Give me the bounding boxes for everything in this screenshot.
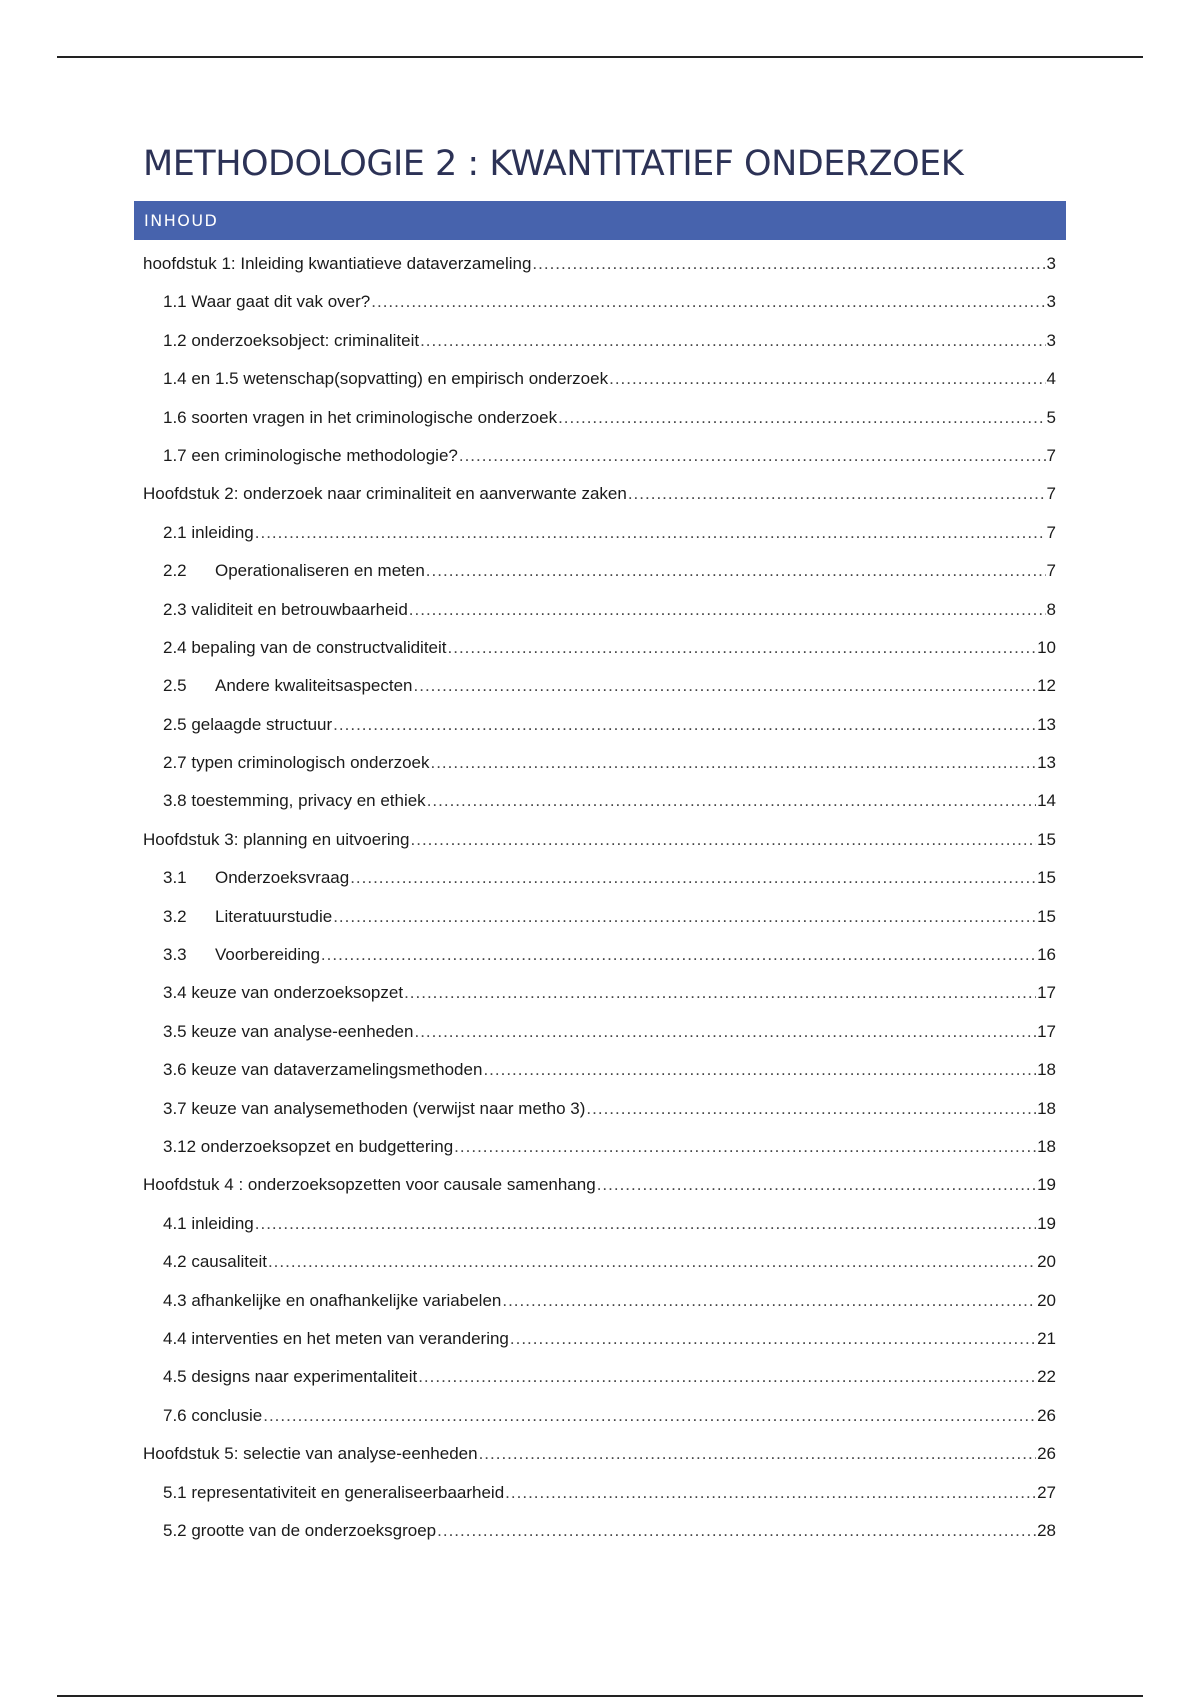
toc-entry-text: hoofdstuk 1: Inleiding kwantiatieve dataverzameling: [143, 254, 532, 273]
toc-section-link[interactable]: [143, 599, 1056, 637]
toc-entry-text: 2.1 inleiding: [163, 522, 254, 542]
toc-entry-text: 3.6 keuze van dataverzamelingsmethoden: [163, 1060, 483, 1080]
toc-dot-leader: [255, 1213, 1036, 1235]
toc-section-link[interactable]: [143, 1520, 1056, 1558]
toc-dot-leader: [532, 253, 1045, 275]
toc-section-link[interactable]: [143, 1366, 1056, 1404]
toc-page-number: 7: [1046, 522, 1056, 542]
toc-entry-number: 3.1: [163, 868, 187, 888]
toc-heading-banner: [134, 201, 1066, 240]
toc-page-number: 20: [1037, 1290, 1056, 1310]
toc-page-number: 3: [1046, 330, 1056, 350]
toc-heading: INHOUD: [144, 211, 219, 230]
toc-dot-leader: [459, 445, 1046, 467]
toc-entry-text: 3.12 onderzoeksopzet en budgettering: [163, 1136, 454, 1156]
toc-entry-text: Hoofdstuk 4 : onderzoeksopzetten voor causale samenhang: [143, 1175, 596, 1195]
toc-section-link[interactable]: [143, 906, 1056, 944]
toc-dot-leader: [404, 982, 1036, 1004]
toc-chapter-link[interactable]: [143, 1443, 1056, 1481]
toc-entry-number: 3.3: [163, 945, 187, 965]
toc-entry-text: 2.4 bepaling van de constructvaliditeit: [163, 637, 447, 657]
toc-page-number: 21: [1037, 1328, 1056, 1348]
toc-dot-leader: [597, 1174, 1036, 1196]
toc-dot-leader: [411, 829, 1037, 851]
toc-chapter-link[interactable]: [143, 829, 1056, 867]
toc-section-link[interactable]: [143, 330, 1056, 368]
toc-dot-leader: [502, 1290, 1036, 1312]
toc-dot-leader: [371, 291, 1045, 313]
toc-dot-leader: [437, 1520, 1036, 1542]
toc-entry-text: 4.1 inleiding: [163, 1213, 254, 1233]
toc-entry-text: 1.2 onderzoeksobject: criminaliteit: [163, 330, 420, 350]
toc-entry-text: Andere kwaliteitsaspecten: [215, 676, 413, 696]
toc-dot-leader: [628, 483, 1046, 505]
toc-entry-text: 5.1 representativiteit en generaliseerbaarheid: [163, 1482, 505, 1502]
toc-section-link[interactable]: [143, 291, 1056, 329]
toc-page-number: 18: [1037, 1060, 1056, 1080]
toc-page-number: 7: [1046, 484, 1056, 504]
toc-section-link[interactable]: [143, 1290, 1056, 1328]
toc-page-number: 7: [1046, 445, 1056, 465]
toc-section-link[interactable]: [143, 407, 1056, 445]
toc-chapter-link[interactable]: [143, 1174, 1056, 1212]
toc-entry-text: Operationaliseren en meten: [215, 561, 425, 581]
toc-page-number: 3: [1046, 292, 1056, 312]
header-rule: [57, 56, 1143, 58]
toc-page-number: 17: [1037, 983, 1056, 1003]
toc-dot-leader: [333, 906, 1036, 928]
toc-entry-text: Hoofdstuk 5: selectie van analyse-eenheden: [143, 1444, 478, 1464]
toc-chapter-link[interactable]: [143, 483, 1056, 521]
toc-dot-leader: [263, 1405, 1036, 1427]
toc-entry-text: 1.4 en 1.5 wetenschap(sopvatting) en empirisch onderzoek: [163, 369, 609, 389]
toc-page-number: 17: [1037, 1021, 1056, 1041]
toc-page-number: 18: [1037, 1136, 1056, 1156]
footer-rule: [57, 1695, 1143, 1697]
toc-entry-text: Hoofdstuk 2: onderzoek naar criminaliteit en aanverwante zaken: [143, 484, 627, 504]
toc-dot-leader: [255, 522, 1046, 544]
toc-dot-leader: [479, 1443, 1037, 1465]
toc-entry-text: Literatuurstudie: [215, 906, 333, 926]
toc-chapter-link[interactable]: [143, 253, 1056, 291]
toc-entry-number: 3.2: [163, 906, 187, 926]
toc-page-number: 3: [1046, 254, 1056, 273]
toc-entry-text: 3.7 keuze van analysemethoden (verwijst naar metho 3): [163, 1098, 586, 1118]
toc-entry-text: Onderzoeksvraag: [215, 868, 350, 888]
toc-dot-leader: [414, 1021, 1036, 1043]
toc-entry-text: 3.5 keuze van analyse-eenheden: [163, 1021, 414, 1041]
toc-section-link[interactable]: [143, 1059, 1056, 1097]
toc-section-link[interactable]: [143, 752, 1056, 790]
toc-dot-leader: [350, 867, 1036, 889]
toc-page-number: 22: [1037, 1367, 1056, 1387]
toc-page-number: 19: [1037, 1213, 1056, 1233]
toc-page-number: 7: [1046, 561, 1056, 581]
toc-entry-number: 2.5: [163, 676, 187, 696]
toc-section-link[interactable]: [143, 637, 1056, 675]
toc-entry-text: 3.4 keuze van onderzoeksopzet: [163, 983, 404, 1003]
toc-dot-leader: [558, 407, 1045, 429]
toc-section-link[interactable]: [143, 1021, 1056, 1059]
toc-page-number: 19: [1037, 1175, 1056, 1195]
toc-dot-leader: [414, 675, 1037, 697]
toc-entry-text: Hoofdstuk 3: planning en uitvoering: [143, 829, 410, 849]
toc-dot-leader: [427, 790, 1036, 812]
toc-page-number: 15: [1037, 906, 1056, 926]
toc-section-link[interactable]: [143, 560, 1056, 598]
toc-section-link[interactable]: [143, 944, 1056, 982]
toc-section-link[interactable]: [143, 368, 1056, 406]
toc-page-number: 15: [1037, 868, 1056, 888]
toc-page-number: 18: [1037, 1098, 1056, 1118]
toc-entry-text: 4.3 afhankelijke en onafhankelijke variabelen: [163, 1290, 502, 1310]
toc-page-number: 28: [1037, 1520, 1056, 1540]
toc-page-number: 4: [1046, 369, 1056, 389]
toc-section-link[interactable]: [143, 1328, 1056, 1366]
toc-entry-text: 4.4 interventies en het meten van verandering: [163, 1328, 509, 1348]
toc-page-number: 26: [1037, 1405, 1056, 1425]
toc-entry-text: 2.5 gelaagde structuur: [163, 714, 333, 734]
toc-page-number: 20: [1037, 1252, 1056, 1272]
toc-dot-leader: [333, 714, 1036, 736]
toc-entry-text: 2.7 typen criminologisch onderzoek: [163, 753, 430, 773]
toc-dot-leader: [420, 330, 1045, 352]
toc-dot-leader: [505, 1482, 1036, 1504]
document-title: METHODOLOGIE 2 : KWANTITATIEF ONDERZOEK: [143, 144, 964, 184]
toc-dot-leader: [448, 637, 1037, 659]
toc-section-link[interactable]: [143, 982, 1056, 1020]
toc-entry-text: 3.8 toestemming, privacy en ethiek: [163, 791, 426, 811]
toc-dot-leader: [430, 752, 1036, 774]
toc-section-link[interactable]: [143, 867, 1056, 905]
toc-section-link[interactable]: [143, 1482, 1056, 1520]
toc-page-number: 10: [1037, 637, 1056, 657]
toc-page-number: 27: [1037, 1482, 1056, 1502]
toc-page-number: 8: [1046, 599, 1056, 619]
toc-dot-leader: [426, 560, 1046, 582]
toc-dot-leader: [510, 1328, 1036, 1350]
toc-section-link[interactable]: [143, 445, 1056, 483]
toc-entry-number: 2.2: [163, 561, 187, 581]
toc-section-link[interactable]: [143, 522, 1056, 560]
toc-section-link[interactable]: [143, 714, 1056, 752]
toc-section-link[interactable]: [143, 675, 1056, 713]
toc-dot-leader: [586, 1098, 1036, 1120]
toc-dot-leader: [409, 599, 1046, 621]
toc-entry-text: 5.2 grootte van de onderzoeksgroep: [163, 1520, 437, 1540]
toc-dot-leader: [321, 944, 1036, 966]
table-of-contents: [143, 253, 1056, 1558]
toc-entry-text: 7.6 conclusie: [163, 1405, 263, 1425]
toc-section-link[interactable]: [143, 1405, 1056, 1443]
toc-page-number: 26: [1037, 1444, 1056, 1464]
toc-entry-text: 4.2 causaliteit: [163, 1252, 267, 1272]
toc-page-number: 15: [1037, 829, 1056, 849]
toc-page-number: 5: [1046, 407, 1056, 427]
toc-entry-text: 1.6 soorten vragen in het criminologische onderzoek: [163, 407, 558, 427]
toc-section-link[interactable]: [143, 1098, 1056, 1136]
toc-dot-leader: [418, 1366, 1036, 1388]
toc-section-link[interactable]: [143, 1213, 1056, 1251]
toc-entry-text: 2.3 validiteit en betrouwbaarheid: [163, 599, 408, 619]
toc-page-number: 13: [1037, 714, 1056, 734]
toc-section-link[interactable]: [143, 1251, 1056, 1289]
toc-entry-text: Voorbereiding: [215, 945, 320, 965]
toc-page-number: 13: [1037, 753, 1056, 773]
toc-dot-leader: [609, 368, 1045, 390]
toc-section-link[interactable]: [143, 1136, 1056, 1174]
toc-section-link[interactable]: [143, 790, 1056, 828]
toc-dot-leader: [454, 1136, 1036, 1158]
toc-page-number: 16: [1037, 945, 1056, 965]
toc-entry-text: 1.7 een criminologische methodologie?: [163, 445, 458, 465]
toc-dot-leader: [268, 1251, 1036, 1273]
toc-entry-text: 4.5 designs naar experimentaliteit: [163, 1367, 418, 1387]
toc-entry-text: 1.1 Waar gaat dit vak over?: [163, 292, 371, 312]
toc-dot-leader: [483, 1059, 1036, 1081]
toc-page-number: 12: [1037, 676, 1056, 696]
toc-page-number: 14: [1037, 791, 1056, 811]
